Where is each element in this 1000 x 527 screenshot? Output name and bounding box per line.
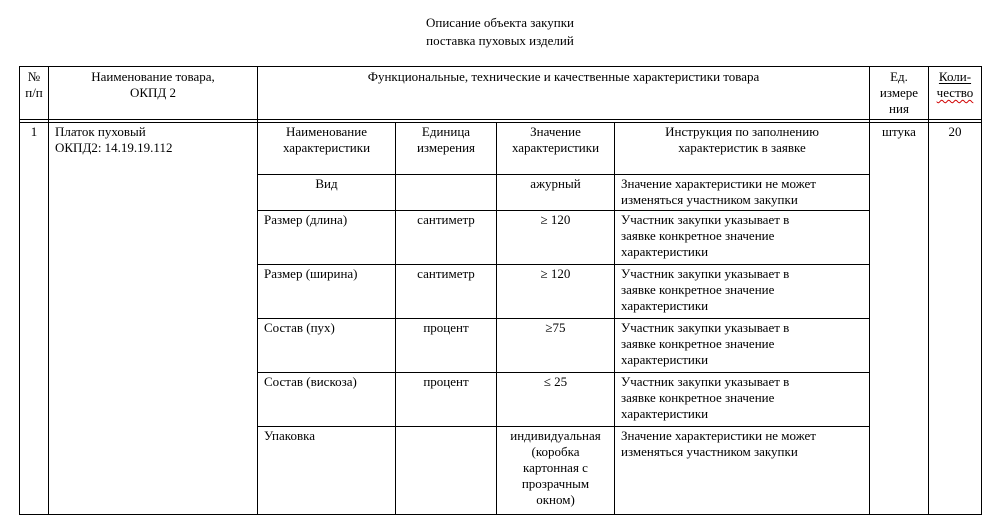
subheader-char-unit <box>396 124 496 156</box>
col-line-5 <box>981 66 982 515</box>
char-row-0-instruction <box>621 176 867 208</box>
char-row-3-instruction-line3: характеристики <box>621 352 709 367</box>
header-product-name-line1: Наименование товара, <box>91 69 215 84</box>
char-row-4-instruction <box>621 374 867 422</box>
char-row-1-unit: сантиметр <box>417 212 475 227</box>
char-row-0-value <box>497 176 614 192</box>
char-row-3-value-line1: ≥75 <box>545 320 566 335</box>
char-row-3-unit: процент <box>423 320 469 335</box>
header-characteristics: Функциональные, технические и качественные характеристики товара <box>367 69 760 84</box>
subheader-instruction-line1: Инструкция по заполнению <box>665 124 819 139</box>
table-header-bottom-inner <box>19 122 981 123</box>
char-row-3-instruction <box>621 320 867 368</box>
char-row-5-instruction-line1: Значение характеристики не может <box>621 428 816 443</box>
table-border-top <box>19 66 981 67</box>
subheader-instruction-line2: характеристик в заявке <box>678 140 806 155</box>
char-row-2-instruction-line1: Участник закупки указывает в <box>621 266 790 281</box>
table-border-bottom <box>19 514 981 515</box>
char-row-1-value <box>497 212 614 228</box>
char-row-4-name: Состав (вискоза) <box>264 374 357 389</box>
char-row-2-value-line1: ≥ 120 <box>540 266 571 281</box>
char-row-4-instruction-line2: заявке конкретное значение <box>621 390 775 405</box>
char-row-5-instruction-line2: изменяться участником закупки <box>621 444 798 459</box>
subheader-char-name-line1: Наименование <box>286 124 367 139</box>
inner-row-line-4 <box>257 318 869 319</box>
char-row-2-name: Размер (ширина) <box>264 266 358 281</box>
char-row-5-value-line5: окном) <box>536 492 575 507</box>
header-product-name-line2: ОКПД 2 <box>129 85 177 100</box>
subheader-char-name <box>258 124 395 156</box>
char-row-1-instruction-line2: заявке конкретное значение <box>621 228 775 243</box>
inner-row-line-1 <box>257 174 869 175</box>
row-product-okpd: ОКПД2: 14.19.19.112 <box>55 140 173 155</box>
document-subtitle: поставка пуховых изделий <box>426 33 574 48</box>
char-row-4-instruction-line1: Участник закупки указывает в <box>621 374 790 389</box>
char-row-4-value <box>497 374 614 390</box>
char-row-0-instruction-line2: изменяться участником закупки <box>621 192 798 207</box>
char-row-4-value-line1: ≤ 25 <box>543 374 568 389</box>
header-unit-line1: Ед. <box>890 69 908 84</box>
char-row-0-name: Вид <box>315 176 338 191</box>
subheader-char-value-line2: характеристики <box>511 140 600 155</box>
row-unit: штука <box>882 124 916 139</box>
char-row-2-instruction-line3: характеристики <box>621 298 709 313</box>
document-title: Описание объекта закупки <box>426 15 574 30</box>
header-quantity-line2: чество <box>936 85 974 100</box>
inner-row-line-3 <box>257 264 869 265</box>
row-num: 1 <box>30 124 38 139</box>
header-num-line1: № <box>27 69 41 84</box>
row-quantity: 20 <box>948 124 962 139</box>
char-row-3-name: Состав (пух) <box>264 320 335 335</box>
char-row-3-instruction-line2: заявке конкретное значение <box>621 336 775 351</box>
char-row-4-unit: процент <box>423 374 469 389</box>
subheader-char-value-line1: Значение <box>530 124 581 139</box>
char-row-4-instruction-line3: характеристики <box>621 406 709 421</box>
char-row-2-unit: сантиметр <box>417 266 475 281</box>
header-num-line2: п/п <box>25 85 43 100</box>
subheader-char-unit-line1: Единица <box>421 124 471 139</box>
char-row-1-instruction-line1: Участник закупки указывает в <box>621 212 790 227</box>
subheader-char-unit-line2: измерения <box>416 140 476 155</box>
char-row-2-value <box>497 266 614 282</box>
inner-row-line-2 <box>257 210 869 211</box>
header-unit <box>870 69 928 117</box>
char-row-5-value-line4: прозрачным <box>521 476 590 491</box>
header-product-name <box>49 69 257 101</box>
inner-row-line-5 <box>257 372 869 373</box>
char-row-2-instruction-line2: заявке конкретное значение <box>621 282 775 297</box>
row-product-name <box>55 124 255 156</box>
subheader-char-name-line2: характеристики <box>282 140 371 155</box>
header-quantity <box>929 69 981 101</box>
header-unit-line2: измере <box>879 85 919 100</box>
header-num <box>19 69 49 101</box>
char-row-1-instruction-line3: характеристики <box>621 244 709 259</box>
char-row-5-value-line3: картонная с <box>523 460 588 475</box>
char-row-5-name: Упаковка <box>264 428 315 443</box>
char-row-0-instruction-line1: Значение характеристики не может <box>621 176 816 191</box>
subheader-char-value <box>497 124 614 156</box>
header-quantity-line1: Коли- <box>938 69 972 84</box>
table-header-bottom <box>19 119 981 120</box>
char-row-1-name: Размер (длина) <box>264 212 348 227</box>
char-row-3-value <box>497 320 614 336</box>
char-row-1-instruction <box>621 212 867 260</box>
char-row-5-value <box>497 428 614 508</box>
subheader-instruction <box>615 124 869 156</box>
row-product-name-line1: Платок пуховый <box>55 124 146 139</box>
char-row-5-instruction <box>621 428 867 460</box>
inner-row-line-6 <box>257 426 869 427</box>
char-row-2-instruction <box>621 266 867 314</box>
char-row-1-value-line1: ≥ 120 <box>540 212 571 227</box>
header-unit-line3: ния <box>889 101 909 116</box>
char-row-5-value-line2: (коробка <box>531 444 580 459</box>
char-row-5-value-line1: индивидуальная <box>510 428 601 443</box>
char-row-0-value-line1: ажурный <box>530 176 581 191</box>
char-row-3-instruction-line1: Участник закупки указывает в <box>621 320 790 335</box>
